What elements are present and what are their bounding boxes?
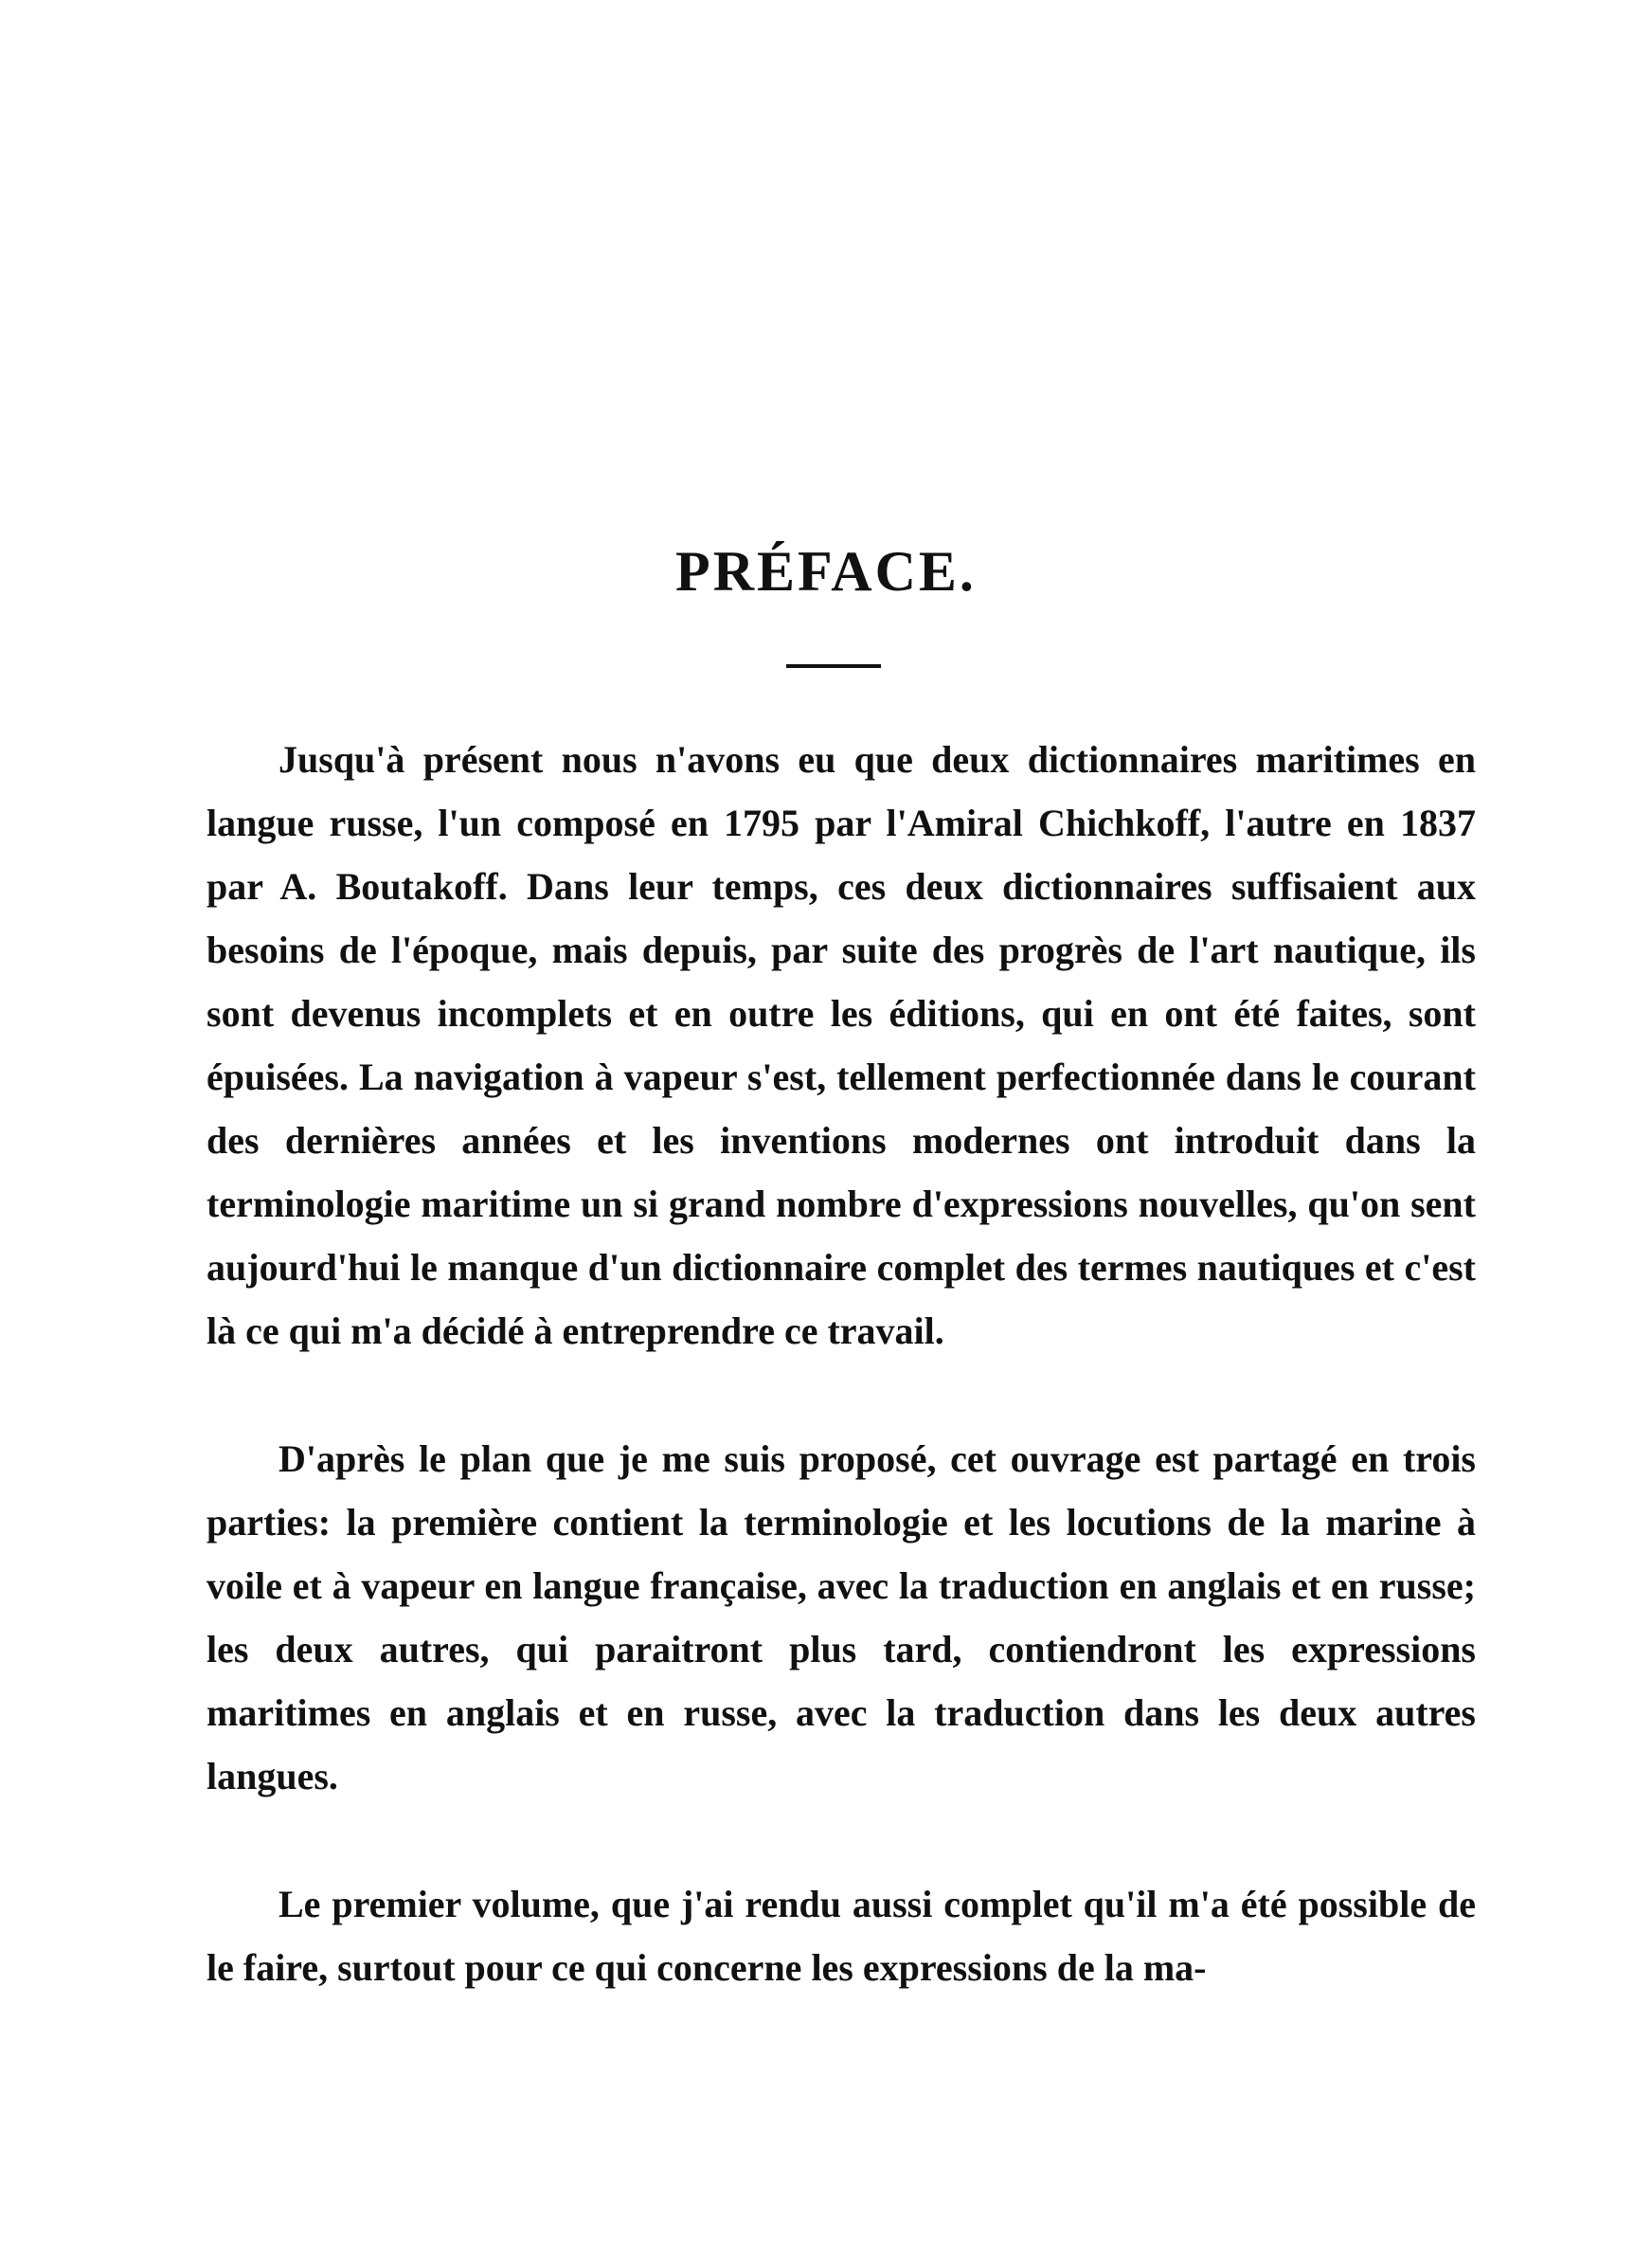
title-divider — [786, 664, 881, 668]
preface-body — [206, 728, 1476, 1999]
page-title: PRÉFACE. — [675, 540, 977, 603]
paragraph-2: D'après le plan que je me suis proposé, cet ouvrage est partagé en trois parties: la première contient la terminologie et les locutions de la marine à voile et à vapeur en langue française, avec la traduction en anglais et en russe; les deux autres, qui paraitront plus tard, contiendront les expressions maritimes en anglais et en russe, avec la traduction dans les deux autres langues. — [206, 1437, 1476, 1797]
paragraph-1: Jusqu'à présent nous n'avons eu que deux dictionnaires maritimes en langue russe, l'un composé en 1795 par l'Amiral Chichkoff, l'autre en 1837 par A. Boutakoff. Dans leur temps, ces deux dictionnaires suffisaient aux besoins de l'époque, mais depuis, par suite des progrès de l'art nautique, ils sont devenus incomplets et en outre les éditions, qui en ont été faites, sont épuisées. La navigation à vapeur s'est, tellement perfectionnée dans le courant des dernières années et les inventions modernes ont introduit dans la terminologie maritime un si grand nombre d'expressions nouvelles, qu'on sent aujourd'hui le manque d'un dictionnaire complet des termes nautiques et c'est là ce qui m'a décidé à entreprendre ce travail. — [206, 738, 1476, 1352]
paragraph-3: Le premier volume, que j'ai rendu aussi complet qu'il m'a été possible de le faire, surtout pour ce qui concerne les expressions de la ma- — [206, 1883, 1476, 1989]
